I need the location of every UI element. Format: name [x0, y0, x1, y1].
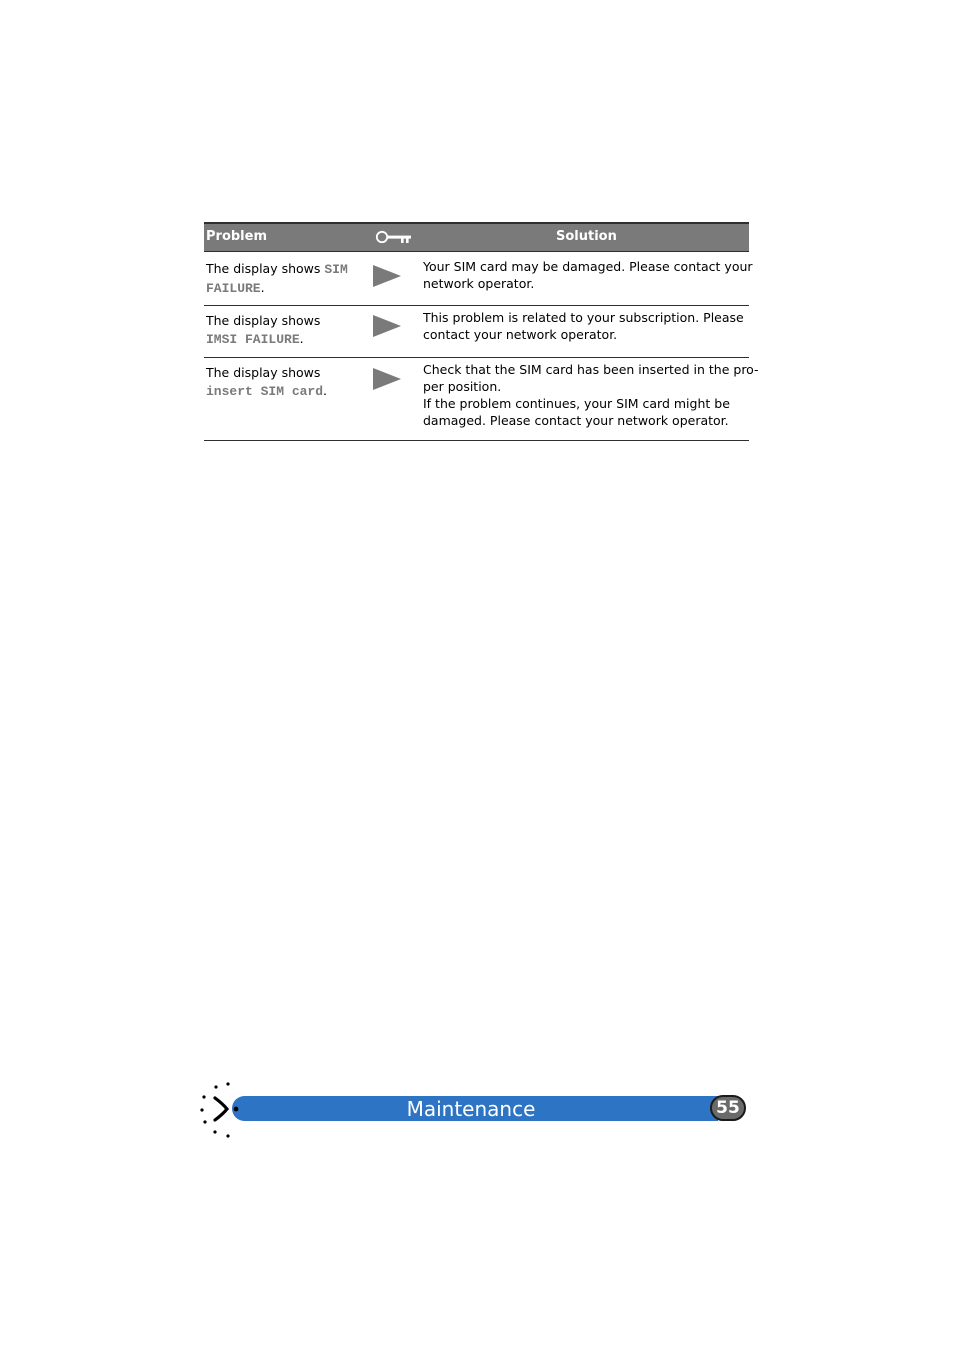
solution-cell	[423, 309, 745, 343]
problem-suffix: .	[323, 383, 328, 398]
problem-suffix: .	[299, 331, 304, 346]
arrow-right-icon	[372, 264, 402, 288]
problem-cell	[206, 312, 364, 349]
key-icon	[375, 228, 413, 246]
solution-column-header: Solution	[556, 229, 617, 244]
troubleshooting-table	[204, 222, 759, 441]
sparkle-arrow-icon	[196, 1078, 244, 1142]
problem-text: The display shows	[206, 313, 321, 328]
arrow-right-icon	[372, 314, 402, 338]
solution-cell	[423, 361, 759, 429]
solution-line: Check that the SIM card has been inserted in the pro-	[423, 362, 759, 377]
problem-text: The display shows	[206, 261, 325, 276]
section-title: Maintenance	[406, 1097, 536, 1121]
solution-line: per position.	[423, 379, 502, 394]
table-row	[204, 306, 749, 358]
problem-suffix: .	[260, 280, 265, 295]
table-header	[204, 222, 749, 252]
solution-line: damaged. Please contact your network operator.	[423, 413, 729, 428]
solution-line: Your SIM card may be damaged. Please contact your	[423, 259, 753, 274]
problem-cell	[206, 260, 364, 298]
page-footer	[196, 1078, 756, 1142]
display-code: insert SIM card	[206, 384, 324, 399]
solution-line: If the problem continues, your SIM card might be	[423, 396, 730, 411]
solution-line: network operator.	[423, 276, 535, 291]
arrow-right-icon	[372, 367, 402, 391]
table-row	[204, 252, 753, 306]
problem-column-header: Problem	[206, 229, 267, 244]
display-code: SIM	[324, 262, 348, 277]
table-row	[204, 358, 759, 441]
display-code: IMSI FAILURE	[206, 332, 300, 347]
page-number: 55	[710, 1095, 746, 1121]
solution-cell	[423, 258, 753, 292]
display-code: FAILURE	[206, 281, 261, 296]
problem-text: The display shows	[206, 365, 321, 380]
problem-cell	[206, 364, 364, 401]
solution-line: contact your network operator.	[423, 327, 618, 342]
solution-line: This problem is related to your subscription. Please	[423, 310, 744, 325]
